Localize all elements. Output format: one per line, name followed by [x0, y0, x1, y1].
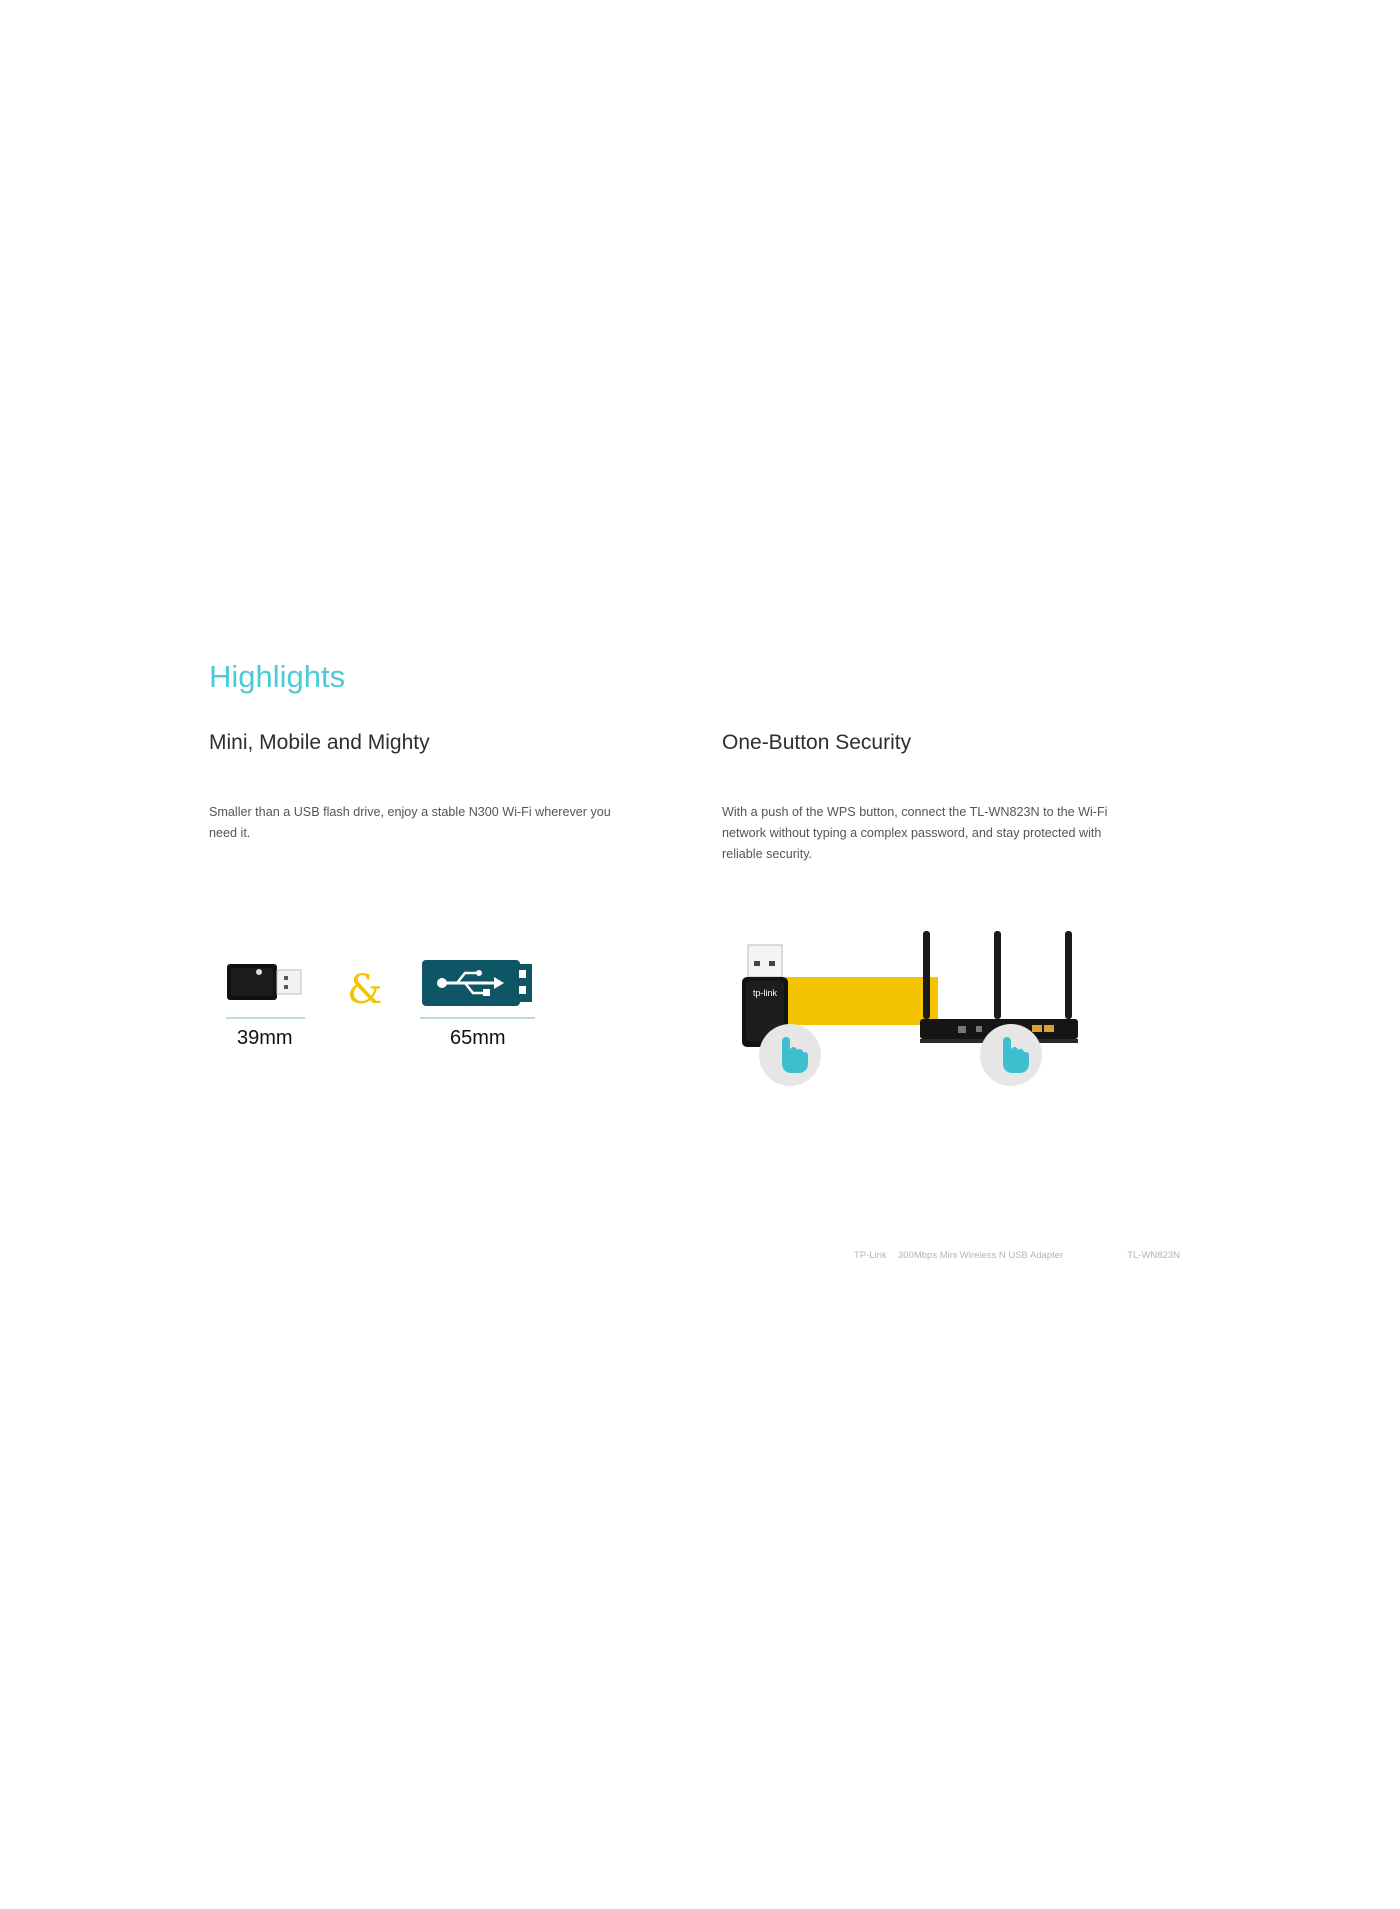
feature-heading: Mini, Mobile and Mighty	[209, 731, 430, 754]
wps-pairing-illustration	[730, 925, 1100, 1095]
mini-adapter-image	[227, 964, 301, 1000]
feature-description: Smaller than a USB flash drive, enjoy a stable N300 Wi-Fi wherever you need it.	[209, 805, 611, 840]
feature-one-button-security	[722, 728, 1152, 865]
adapter-brand-label: tp-link	[753, 988, 778, 998]
router-image	[920, 931, 1078, 1043]
size-comparison-illustration	[209, 948, 559, 1068]
connection-band	[786, 977, 938, 1025]
feature-heading: One-Button Security	[722, 731, 912, 754]
page-title: Highlights	[209, 659, 346, 694]
footer-brand: TP-Link	[854, 1250, 887, 1261]
feature-description: With a push of the WPS button, connect the TL-WN823N to the Wi-Fi network without typing a complex password, and stay protected with reliable security.	[722, 805, 1108, 861]
ampersand: &	[347, 967, 383, 1013]
footer-product-name: 300Mbps Mini Wireless N USB Adapter	[898, 1250, 1064, 1261]
footer-model: TL-WN823N	[1127, 1250, 1180, 1261]
adapter-length-label: 39mm	[237, 1027, 293, 1049]
page-footer	[854, 1250, 1180, 1266]
flash-drive-length-label: 65mm	[450, 1027, 506, 1049]
feature-mini-mobile	[209, 728, 639, 844]
